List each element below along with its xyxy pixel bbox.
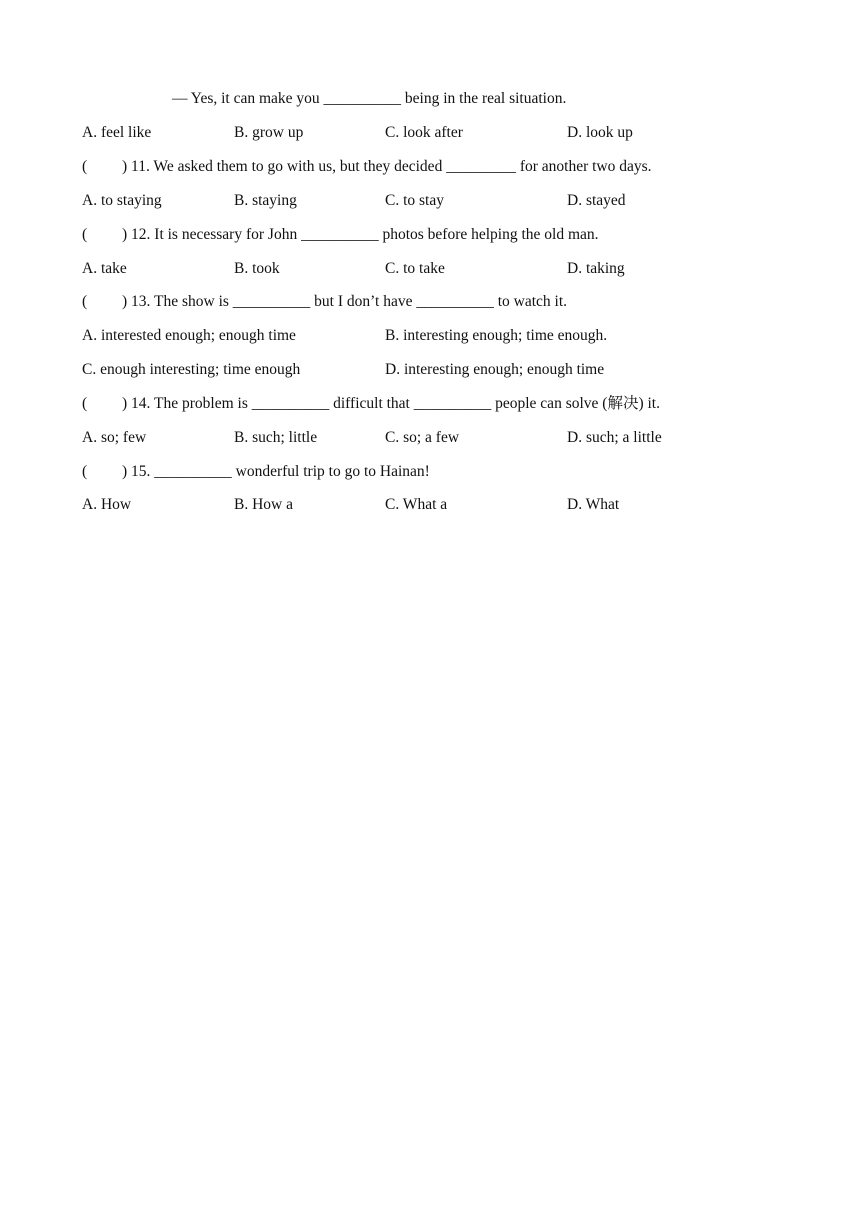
q15-stem: [82, 462, 430, 482]
q10-answer-text: — Yes, it can make you __________ being in the real situation.: [172, 90, 567, 107]
q12-option-c: C. to take: [385, 260, 445, 277]
q11-answer-bracket: (: [82, 158, 88, 175]
q15-option-c: C. What a: [385, 496, 448, 513]
q10-answer-line: [172, 89, 566, 109]
q10-option-d: D. look up: [567, 124, 633, 141]
q13-option-d: D. interesting enough; enough time: [385, 361, 605, 378]
q11-option-a: A. to staying: [82, 192, 162, 209]
q12-option-d: D. taking: [567, 260, 625, 277]
q11-option-d: D. stayed: [567, 192, 626, 209]
q13-option-b: B. interesting enough; time enough.: [385, 327, 608, 344]
q14-answer-bracket: (: [82, 395, 88, 412]
q14-option-c: C. so; a few: [385, 429, 460, 446]
q13-answer-bracket: (: [82, 293, 88, 310]
q14-option-b: B. such; little: [234, 429, 318, 446]
q12-option-a: A. take: [82, 260, 127, 277]
q11-option-b: B. staying: [234, 192, 297, 209]
q15-option-b: B. How a: [234, 496, 293, 513]
q12-stem: [82, 225, 599, 245]
q13-option-a: A. interested enough; enough time: [82, 327, 296, 344]
q10-option-a: A. feel like: [82, 124, 152, 141]
q12-stem-text: ) 12. It is necessary for John __________ photos before helping the old man.: [122, 226, 599, 243]
q14-stem: [82, 394, 660, 414]
q10-option-c: C. look after: [385, 124, 463, 141]
q11-option-c: C. to stay: [385, 192, 444, 209]
q13-stem: [82, 292, 567, 312]
q14-option-a: A. so; few: [82, 429, 147, 446]
q15-stem-text: ) 15. __________ wonderful trip to go to Hainan!: [122, 463, 430, 480]
q15-answer-bracket: (: [82, 463, 88, 480]
q13-option-c: C. enough interesting; time enough: [82, 361, 301, 378]
q12-answer-bracket: (: [82, 226, 88, 243]
q14-option-d: D. such; a little: [567, 429, 662, 446]
q11-stem-text: ) 11. We asked them to go with us, but they decided _________ for another two days.: [122, 158, 652, 175]
q15-option-a: A. How: [82, 496, 132, 513]
q12-option-b: B. took: [234, 260, 280, 277]
q10-option-b: B. grow up: [234, 124, 304, 141]
q11-stem: [82, 157, 652, 177]
q15-option-d: D. What: [567, 496, 620, 513]
q14-stem-text: ) 14. The problem is __________ difficult that __________ people can solve (解决) it.: [122, 395, 660, 412]
q13-stem-text: ) 13. The show is __________ but I don’t have __________ to watch it.: [122, 293, 568, 310]
